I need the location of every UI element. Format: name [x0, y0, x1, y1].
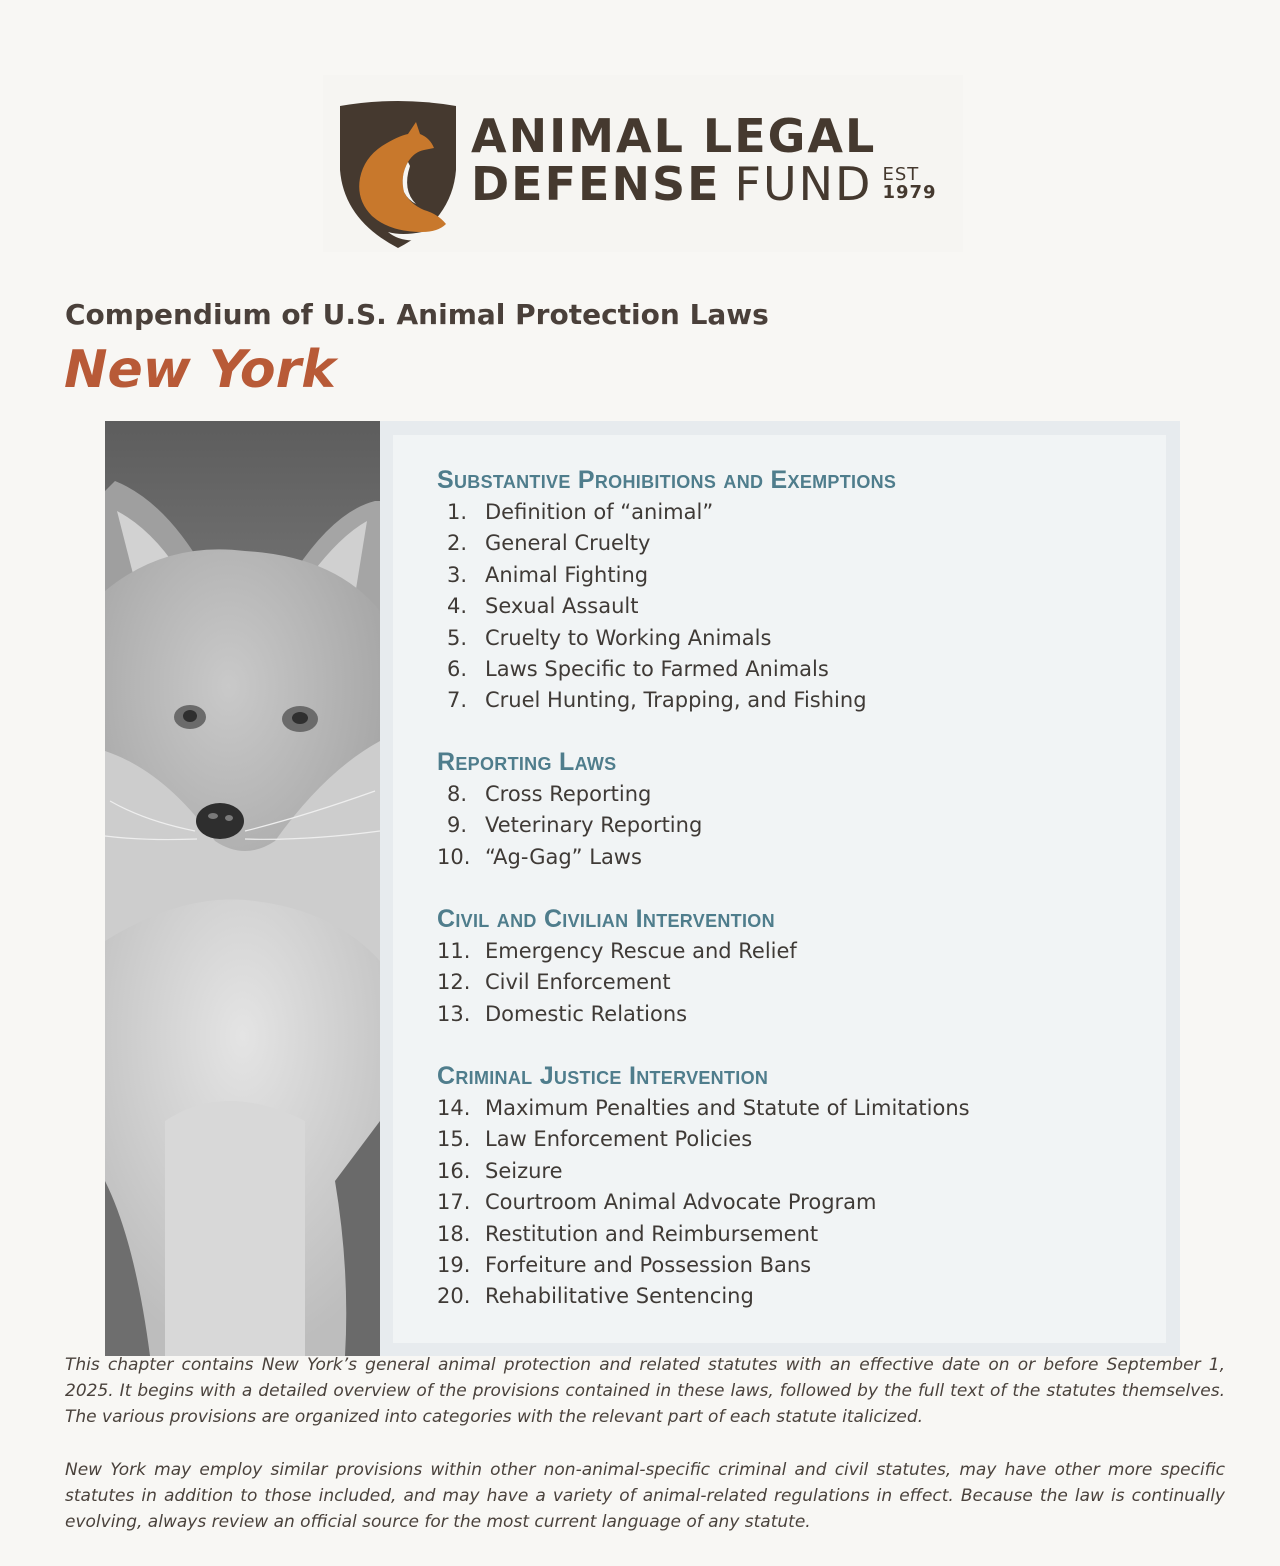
toc-item-label: Law Enforcement Policies [485, 1127, 753, 1152]
toc-item[interactable]: 7. Cruel Hunting, Trapping, and Fishing [437, 685, 896, 716]
toc-item-label: Sexual Assault [485, 594, 639, 619]
toc-item[interactable]: 20. Rehabilitative Sentencing [437, 1281, 970, 1312]
toc-section-civil [437, 902, 797, 1030]
toc-section-heading: Reporting Laws [437, 748, 617, 776]
state-title: New York [64, 340, 336, 400]
compendium-title: Compendium of U.S. Animal Protection Laws [65, 298, 769, 331]
toc-item[interactable]: 10. “Ag-Gag” Laws [437, 842, 702, 873]
toc-item-label: Definition of “animal” [485, 500, 714, 524]
toc-item[interactable]: 18. Restitution and Reimbursement [437, 1219, 970, 1250]
toc-item[interactable]: 4. Sexual Assault [437, 591, 896, 622]
toc-item[interactable]: 11. Emergency Rescue and Relief [437, 936, 797, 967]
toc-item-label: Restitution and Reimbursement [485, 1221, 819, 1246]
toc-section-criminal [437, 1059, 970, 1313]
toc-item[interactable]: 13. Domestic Relations [437, 999, 797, 1030]
toc-item-label: Maximum Penalties and Statute of Limitations [485, 1096, 970, 1120]
toc-item-label: Cruel Hunting, Trapping, and Fishing [485, 688, 867, 713]
toc-section-substantive [437, 463, 896, 717]
table-of-contents [393, 435, 1166, 1343]
toc-item[interactable]: 1. Definition of “animal” [437, 497, 896, 528]
toc-item[interactable]: 17. Courtroom Animal Advocate Program [437, 1187, 970, 1218]
fox-photo [105, 421, 380, 1356]
fox-photo-image [105, 421, 380, 1356]
logo-line-1: ANIMAL LEGAL [471, 109, 877, 163]
toc-item-label: Veterinary Reporting [485, 813, 703, 838]
toc-item[interactable]: 16. Seizure [437, 1156, 970, 1187]
intro-note: This chapter contains New York’s general animal protection and related statutes with an effective date on or before September 1, 2025. It begins with a detailed overview of the provisions contained in these laws, followed by the full text of the statutes themselves. The various provisions are organized into categories with the relevant part of each statute italicized. [65, 1355, 1225, 1427]
toc-item[interactable]: 2. General Cruelty [437, 528, 896, 559]
toc-item-label: Domestic Relations [485, 1001, 688, 1026]
toc-item[interactable]: 14. Maximum Penalties and Statute of Limitations [437, 1093, 970, 1124]
logo-defense: DEFENSE [471, 157, 721, 211]
logo-fund: FUND [734, 157, 873, 211]
toc-item-label: Cruelty to Working Animals [485, 625, 772, 650]
toc-item-label: “Ag-Gag” Laws [485, 844, 642, 869]
logo-year: 1979 [882, 182, 937, 203]
toc-item-label: Forfeiture and Possession Bans [485, 1252, 812, 1277]
toc-item[interactable]: 6. Laws Specific to Farmed Animals [437, 654, 896, 685]
toc-item[interactable]: 12. Civil Enforcement [437, 967, 797, 998]
toc-item[interactable]: 19. Forfeiture and Possession Bans [437, 1250, 970, 1281]
toc-section-reporting [437, 745, 702, 873]
toc-item[interactable]: 9. Veterinary Reporting [437, 810, 702, 841]
logo [323, 75, 963, 252]
toc-section-heading: Civil and Civilian Intervention [437, 905, 775, 933]
toc-item[interactable]: 5. Cruelty to Working Animals [437, 623, 896, 654]
toc-item[interactable]: 8. Cross Reporting [437, 779, 702, 810]
toc-item-label: Rehabilitative Sentencing [485, 1284, 754, 1309]
toc-section-heading: Criminal Justice Intervention [437, 1062, 769, 1090]
toc-item-label: Emergency Rescue and Relief [485, 939, 797, 963]
toc-item-label: Cross Reporting [485, 782, 652, 806]
contents-panel [105, 421, 1180, 1356]
toc-item-label: Laws Specific to Farmed Animals [485, 656, 829, 681]
toc-item-label: Courtroom Animal Advocate Program [485, 1190, 877, 1215]
disclaimer-note: New York may employ similar provisions within other non-animal-specific criminal and civil statutes, may have other more specific statutes in addition to those included, and may have a variety of animal-related regulations in effect. Because the law is continually evolving, always review an official source for the most current language of any statute. [65, 1460, 1225, 1532]
toc-item[interactable]: 3. Animal Fighting [437, 560, 896, 591]
toc-item[interactable]: 15. Law Enforcement Policies [437, 1124, 970, 1155]
toc-item-label: Animal Fighting [485, 562, 649, 587]
toc-item-label: Civil Enforcement [485, 970, 671, 995]
toc-section-heading: Substantive Prohibitions and Exemptions [437, 466, 897, 494]
toc-item-label: General Cruelty [485, 531, 651, 556]
logo-est: EST [882, 164, 920, 185]
fox-shield-icon [338, 100, 458, 250]
toc-item-label: Seizure [485, 1158, 563, 1183]
